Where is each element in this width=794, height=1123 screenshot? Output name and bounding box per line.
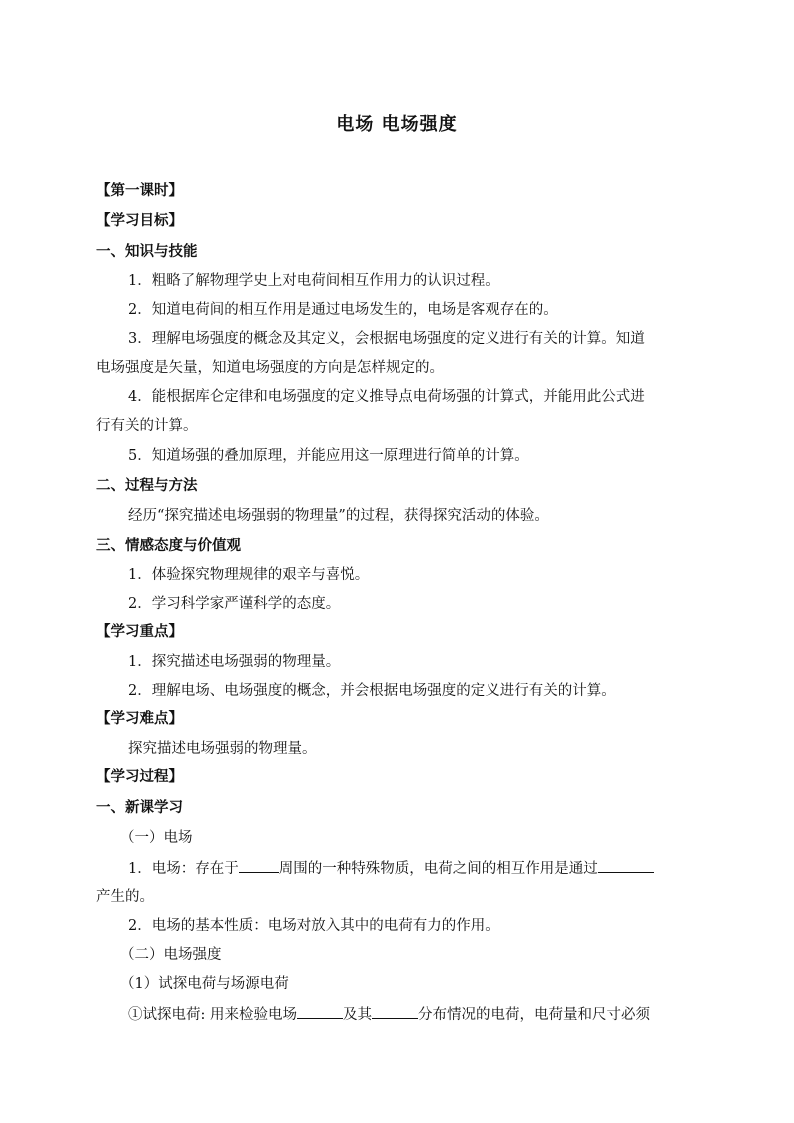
paragraph: 探究描述电场强弱的物理量。 <box>128 741 317 757</box>
item-text: 1．电场：存在于 <box>128 861 239 877</box>
answer-blank <box>372 1004 418 1019</box>
list-item: 2．电场的基本性质：电场对放入其中的电荷有力的作用。 <box>128 918 500 934</box>
subsection-electric-field: （一）电场 <box>120 830 193 846</box>
fill-in-item-test-charge <box>128 1004 650 1025</box>
list-item: 2．理解电场、电场强度的概念，并会根据电场强度的定义进行有关的计算。 <box>128 683 616 699</box>
page-title: 电场 电场强度 <box>336 114 458 135</box>
answer-blank <box>598 858 654 873</box>
list-item: 3．理解电场强度的概念及其定义，会根据电场强度的定义进行有关的计算。知道 <box>128 331 645 347</box>
subheading-new-lesson: 一、新课学习 <box>96 799 183 816</box>
subheading-attitude-values: 三、情感态度与价值观 <box>96 537 241 554</box>
fill-in-item-electric-field <box>128 858 654 879</box>
subsection-field-strength: （二）电场强度 <box>120 947 222 963</box>
item-text: 及其 <box>343 1007 372 1023</box>
list-item: 1．粗略了解物理学史上对电荷间相互作用力的认识过程。 <box>128 273 500 289</box>
section-heading-difficulty: 【学习难点】 <box>96 710 183 727</box>
answer-blank <box>239 858 279 873</box>
list-item: 4．能根据库仑定律和电场强度的定义推导点电荷场强的计算式，并能用此公式进 <box>128 389 645 405</box>
list-item: 5．知道场强的叠加原理，并能应用这一原理进行简单的计算。 <box>128 448 529 464</box>
section-heading-learning-process: 【学习过程】 <box>96 768 183 785</box>
paragraph: 经历“探究描述电场强弱的物理量”的过程，获得探究活动的体验。 <box>128 508 549 524</box>
list-item: 2．学习科学家严谨科学的态度。 <box>128 596 341 612</box>
item-text: ①试探电荷: 用来检验电场 <box>128 1007 297 1023</box>
subsection-test-charge: （1）试探电荷与场源电荷 <box>120 976 289 992</box>
list-item: 1．探究描述电场强弱的物理量。 <box>128 654 341 670</box>
list-item-continuation: 电场强度是矢量，知道电场强度的方向是怎样规定的。 <box>96 360 444 376</box>
section-heading-learning-goals: 【学习目标】 <box>96 212 183 229</box>
item-text: 周围的一种特殊物质，电荷之间的相互作用是通过 <box>278 861 598 877</box>
item-text: 分布情况的电荷，电荷量和尺寸必须 <box>418 1007 650 1023</box>
list-item: 2．知道电荷间的相互作用是通过电场发生的，电场是客观存在的。 <box>128 302 558 318</box>
subheading-process-methods: 二、过程与方法 <box>96 477 198 494</box>
list-item-continuation: 产生的。 <box>96 889 154 905</box>
section-heading-key-points: 【学习重点】 <box>96 623 183 640</box>
answer-blank <box>297 1004 343 1019</box>
list-item-continuation: 行有关的计算。 <box>96 418 198 434</box>
list-item: 1．体验探究物理规律的艰辛与喜悦。 <box>128 567 370 583</box>
subheading-knowledge-skills: 一、知识与技能 <box>96 243 198 260</box>
section-heading-first-lesson: 【第一课时】 <box>96 182 183 199</box>
